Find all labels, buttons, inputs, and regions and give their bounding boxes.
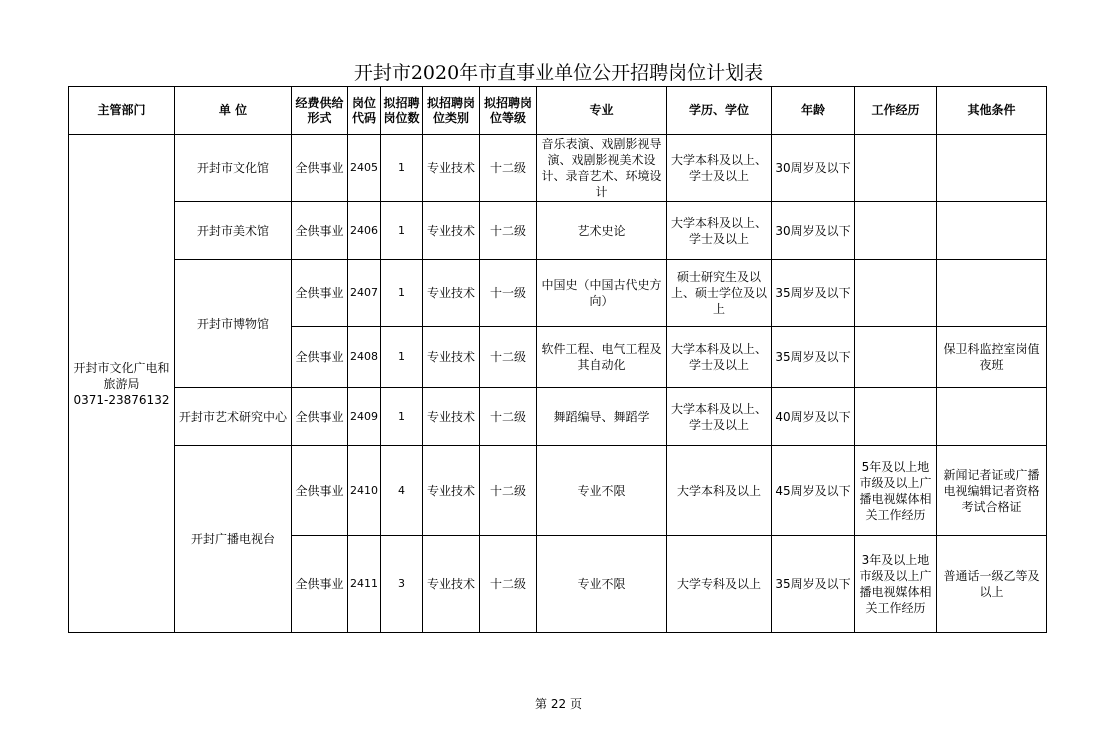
- experience-cell: 3年及以上地市级及以上广播电视媒体相关工作经历: [855, 536, 937, 633]
- funding-cell: 全供事业: [292, 327, 348, 388]
- table-row: [69, 202, 1047, 260]
- department-cell: [69, 135, 175, 633]
- header-row: [69, 87, 1047, 135]
- page-number: 第 22 页: [535, 697, 582, 711]
- count-cell: 1: [381, 327, 423, 388]
- funding-cell: 全供事业: [292, 446, 348, 536]
- header-education: 学历、学位: [667, 87, 772, 135]
- age-cell: 30周岁及以下: [772, 135, 855, 202]
- category-cell: 专业技术: [423, 260, 480, 327]
- header-funding: 经费供给形式: [292, 87, 348, 135]
- education-cell: 大学本科及以上、学士及以上: [667, 327, 772, 388]
- funding-cell: 全供事业: [292, 202, 348, 260]
- category-cell: 专业技术: [423, 327, 480, 388]
- table-row: [69, 135, 1047, 202]
- header-code: 岗位代码: [348, 87, 381, 135]
- unit-cell: 开封市美术馆: [175, 202, 292, 260]
- age-cell: 35周岁及以下: [772, 327, 855, 388]
- level-cell: 十二级: [480, 327, 537, 388]
- category-cell: 专业技术: [423, 202, 480, 260]
- experience-cell: [855, 135, 937, 202]
- header-count: 拟招聘岗位数: [381, 87, 423, 135]
- education-cell: 大学本科及以上、学士及以上: [667, 388, 772, 446]
- unit-cell: 开封广播电视台: [175, 446, 292, 633]
- experience-cell: [855, 388, 937, 446]
- table-row: [69, 388, 1047, 446]
- age-cell: 35周岁及以下: [772, 260, 855, 327]
- table-row: [69, 446, 1047, 536]
- count-cell: 3: [381, 536, 423, 633]
- experience-cell: [855, 202, 937, 260]
- code-cell: 2409: [348, 388, 381, 446]
- code-cell: 2410: [348, 446, 381, 536]
- level-cell: 十二级: [480, 536, 537, 633]
- unit-cell: 开封市文化馆: [175, 135, 292, 202]
- education-cell: 大学本科及以上、学士及以上: [667, 135, 772, 202]
- experience-cell: 5年及以上地市级及以上广播电视媒体相关工作经历: [855, 446, 937, 536]
- education-cell: 大学专科及以上: [667, 536, 772, 633]
- level-cell: 十二级: [480, 202, 537, 260]
- header-major: 专业: [537, 87, 667, 135]
- other-cell: [937, 260, 1047, 327]
- major-cell: 专业不限: [537, 536, 667, 633]
- code-cell: 2411: [348, 536, 381, 633]
- other-cell: 普通话一级乙等及以上: [937, 536, 1047, 633]
- major-cell: 音乐表演、戏剧影视导演、戏剧影视美术设计、录音艺术、环境设计: [537, 135, 667, 202]
- page-title: 开封市2020年市直事业单位公开招聘岗位计划表: [353, 62, 764, 84]
- education-cell: 大学本科及以上、学士及以上: [667, 202, 772, 260]
- header-experience: 工作经历: [855, 87, 937, 135]
- header-age: 年龄: [772, 87, 855, 135]
- level-cell: 十二级: [480, 135, 537, 202]
- count-cell: 1: [381, 388, 423, 446]
- count-cell: 1: [381, 135, 423, 202]
- header-unit: 单 位: [175, 87, 292, 135]
- unit-cell: 开封市艺术研究中心: [175, 388, 292, 446]
- category-cell: 专业技术: [423, 536, 480, 633]
- recruitment-plan-table: [68, 86, 1047, 633]
- level-cell: 十二级: [480, 446, 537, 536]
- funding-cell: 全供事业: [292, 260, 348, 327]
- experience-cell: [855, 260, 937, 327]
- major-cell: 中国史（中国古代史方向）: [537, 260, 667, 327]
- funding-cell: 全供事业: [292, 135, 348, 202]
- header-category: 拟招聘岗位类别: [423, 87, 480, 135]
- major-cell: 艺术史论: [537, 202, 667, 260]
- code-cell: 2408: [348, 327, 381, 388]
- code-cell: 2406: [348, 202, 381, 260]
- unit-cell: 开封市博物馆: [175, 260, 292, 388]
- header-department: 主管部门: [69, 87, 175, 135]
- count-cell: 1: [381, 260, 423, 327]
- other-cell: [937, 135, 1047, 202]
- code-cell: 2407: [348, 260, 381, 327]
- department-phone: 0371-23876132: [73, 392, 170, 407]
- age-cell: 30周岁及以下: [772, 202, 855, 260]
- major-cell: 舞蹈编导、舞蹈学: [537, 388, 667, 446]
- level-cell: 十二级: [480, 388, 537, 446]
- other-cell: [937, 202, 1047, 260]
- major-cell: 专业不限: [537, 446, 667, 536]
- category-cell: 专业技术: [423, 135, 480, 202]
- count-cell: 1: [381, 202, 423, 260]
- category-cell: 专业技术: [423, 446, 480, 536]
- age-cell: 45周岁及以下: [772, 446, 855, 536]
- count-cell: 4: [381, 446, 423, 536]
- header-other: 其他条件: [937, 87, 1047, 135]
- experience-cell: [855, 327, 937, 388]
- other-cell: 保卫科监控室岗值夜班: [937, 327, 1047, 388]
- table-row: [69, 260, 1047, 327]
- funding-cell: 全供事业: [292, 536, 348, 633]
- major-cell: 软件工程、电气工程及其自动化: [537, 327, 667, 388]
- department-name: 开封市文化广电和旅游局: [73, 360, 170, 391]
- code-cell: 2405: [348, 135, 381, 202]
- category-cell: 专业技术: [423, 388, 480, 446]
- other-cell: [937, 388, 1047, 446]
- other-cell: 新闻记者证或广播电视编辑记者资格考试合格证: [937, 446, 1047, 536]
- header-level: 拟招聘岗位等级: [480, 87, 537, 135]
- education-cell: 大学本科及以上: [667, 446, 772, 536]
- age-cell: 35周岁及以下: [772, 536, 855, 633]
- education-cell: 硕士研究生及以上、硕士学位及以上: [667, 260, 772, 327]
- funding-cell: 全供事业: [292, 388, 348, 446]
- level-cell: 十一级: [480, 260, 537, 327]
- age-cell: 40周岁及以下: [772, 388, 855, 446]
